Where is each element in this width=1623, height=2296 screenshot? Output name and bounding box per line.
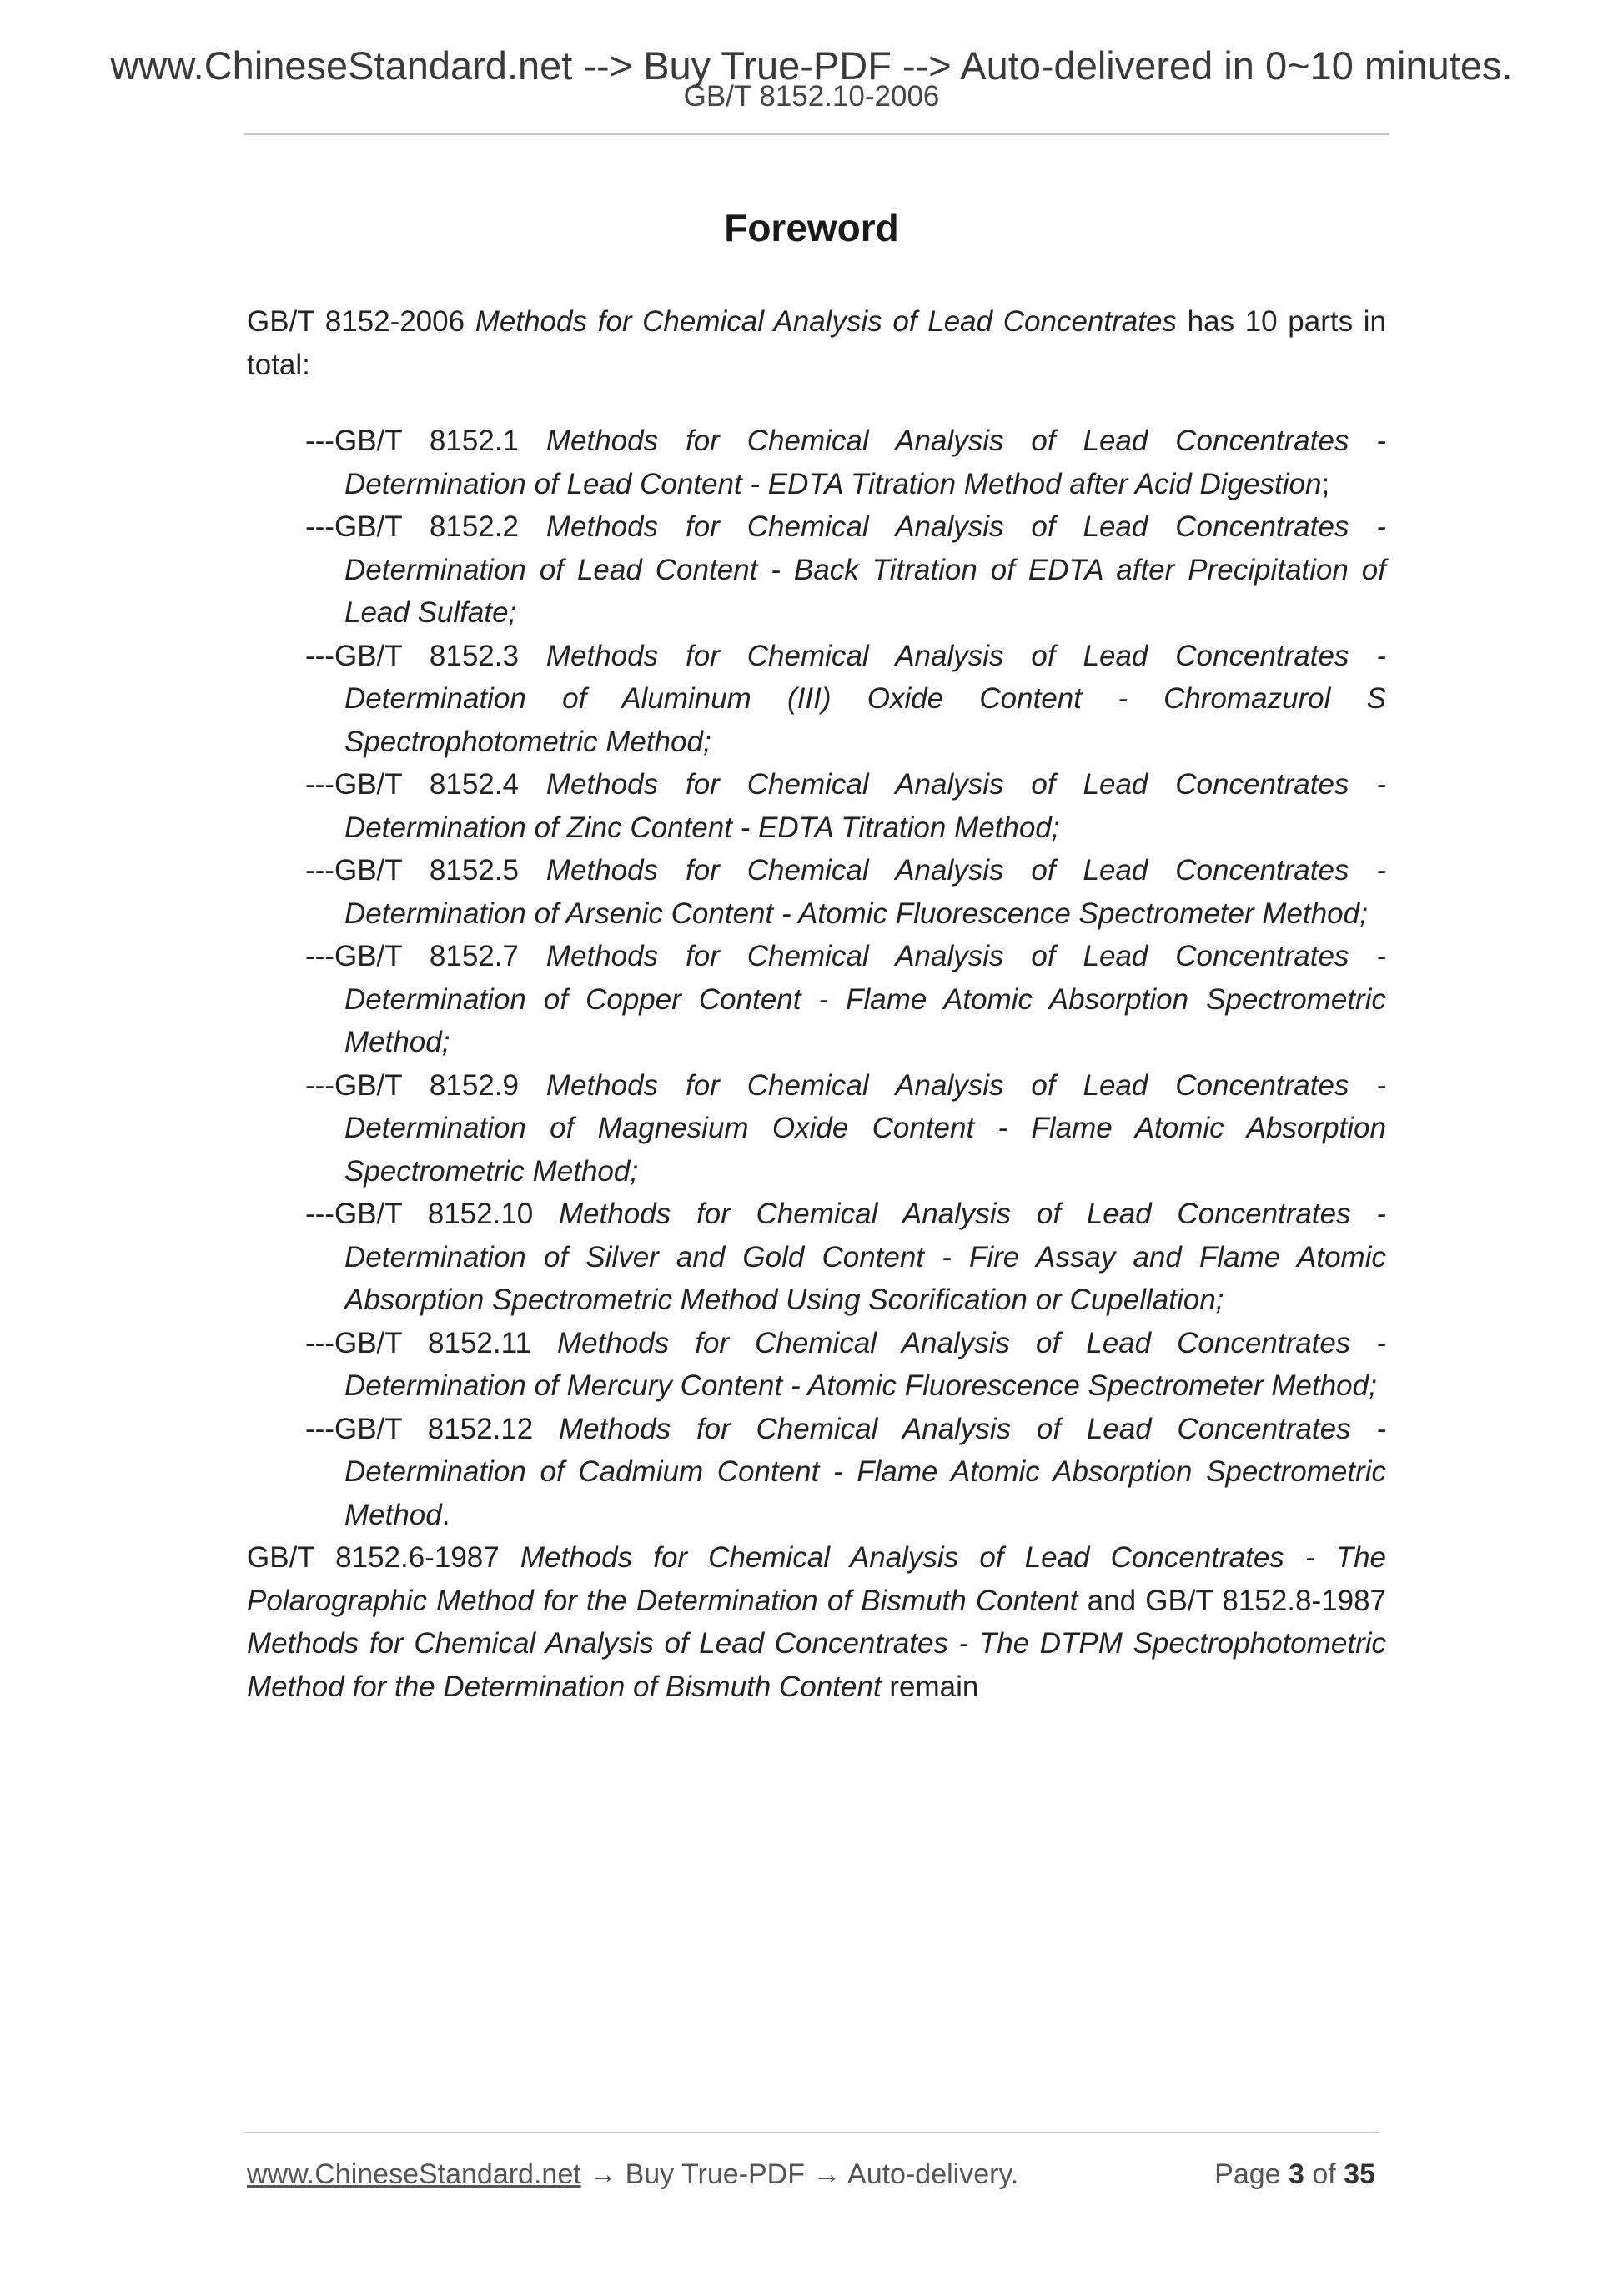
intro-title: Methods for Chemical Analysis of Lead Concentrates — [475, 305, 1177, 338]
part-number: ---GB/T 8152.10 — [305, 1198, 559, 1230]
part-item — [247, 763, 1386, 849]
page-label: Page — [1214, 2158, 1289, 2190]
part-title: Methods for Chemical Analysis of Lead Concentrates - Determination of Copper Content - Flame Atomic Absorption Spectrometric Method; — [344, 940, 1386, 1058]
part-title: Methods for Chemical Analysis of Lead Concentrates - Determination of Lead Content - EDTA Titration Method after Acid Digestion — [344, 425, 1386, 500]
part-number: ---GB/T 8152.5 — [305, 854, 546, 887]
document-code: GB/T 8152.10-2006 — [683, 80, 940, 113]
page-heading: Foreword — [724, 206, 899, 249]
part-title: Methods for Chemical Analysis of Lead Concentrates - Determination of Lead Content - Back Titration of EDTA after Precipitation of Lead Sulfate; — [344, 510, 1386, 629]
closing-lead: GB/T 8152.6-1987 — [247, 1541, 520, 1574]
document-body — [247, 300, 1386, 1708]
header-divider — [244, 133, 1389, 135]
site-banner: www.ChineseStandard.net --> Buy True-PDF --> Auto-delivered in 0~10 minutes. — [110, 43, 1513, 88]
intro-tail: has 10 parts in total: — [247, 305, 1386, 381]
part-number: ---GB/T 8152.4 — [305, 768, 546, 801]
closing-middle: and GB/T 8152.8-1987 — [1078, 1584, 1386, 1617]
page-indicator — [1214, 2158, 1375, 2191]
footer-site-link[interactable]: www.ChineseStandard.net — [247, 2158, 581, 2190]
closing-title-1: Methods for Chemical Analysis of Lead Concentrates - The Polarographic Method for the Determination of Bismuth Content — [247, 1541, 1386, 1617]
intro-lead: GB/T 8152-2006 — [247, 305, 475, 338]
part-title: Methods for Chemical Analysis of Lead Concentrates - Determination of Zinc Content - EDTA Titration Method; — [344, 768, 1386, 844]
part-item — [247, 849, 1386, 935]
part-title: Methods for Chemical Analysis of Lead Concentrates - Determination of Magnesium Oxide Content - Flame Atomic Absorption Spectrometric Method; — [344, 1068, 1386, 1188]
part-item — [247, 1408, 1386, 1537]
part-item — [247, 1193, 1386, 1322]
part-item — [247, 1064, 1386, 1193]
page-of-label: of — [1304, 2158, 1344, 2190]
arrow-right-icon: → — [804, 2158, 848, 2190]
part-number: ---GB/T 8152.3 — [305, 639, 546, 672]
part-number: ---GB/T 8152.11 — [305, 1326, 557, 1359]
part-item — [247, 420, 1386, 505]
part-number: ---GB/T 8152.2 — [305, 510, 546, 543]
page-total: 35 — [1344, 2158, 1375, 2190]
part-title: Methods for Chemical Analysis of Lead Concentrates - Determination of Aluminum (III) Oxide Content - Chromazurol S Spectrophotometric Method; — [344, 639, 1386, 758]
closing-paragraph — [247, 1536, 1386, 1708]
part-title: Methods for Chemical Analysis of Lead Concentrates - Determination of Arsenic Content - Atomic Fluorescence Spectrometer Method; — [344, 854, 1386, 930]
intro-paragraph — [247, 300, 1386, 386]
part-number: ---GB/T 8152.7 — [305, 940, 546, 972]
part-item — [247, 935, 1386, 1064]
closing-tail: remain — [881, 1670, 979, 1703]
part-number: ---GB/T 8152.9 — [305, 1068, 546, 1102]
part-item — [247, 1322, 1386, 1408]
footer-delivery-text: Auto-delivery. — [847, 2158, 1019, 2190]
arrow-right-icon: → — [580, 2158, 626, 2190]
part-end: ; — [1321, 467, 1330, 500]
footer-buy-text: Buy True-PDF — [625, 2158, 805, 2190]
part-title: Methods for Chemical Analysis of Lead Concentrates - Determination of Cadmium Content - Flame Atomic Absorption Spectrometric Method — [344, 1412, 1386, 1531]
part-end: . — [441, 1498, 450, 1531]
footer-divider — [244, 2132, 1379, 2133]
part-item — [247, 635, 1386, 764]
closing-title-2: Methods for Chemical Analysis of Lead Concentrates - The DTPM Spectrophotometric Method for the Determination of Bismuth Content — [247, 1627, 1386, 1703]
part-title: Methods for Chemical Analysis of Lead Concentrates - Determination of Mercury Content - Atomic Fluorescence Spectrometer Method; — [344, 1326, 1386, 1402]
part-title: Methods for Chemical Analysis of Lead Concentrates - Determination of Silver and Gold Content - Fire Assay and Flame Atomic Absorption Spectrometric Method Using Scorification or Cupellation; — [344, 1198, 1386, 1316]
part-item — [247, 505, 1386, 635]
part-number: ---GB/T 8152.12 — [305, 1412, 559, 1445]
page-current: 3 — [1289, 2158, 1304, 2190]
part-number: ---GB/T 8152.1 — [305, 425, 546, 457]
footer-promo — [247, 2158, 1018, 2191]
